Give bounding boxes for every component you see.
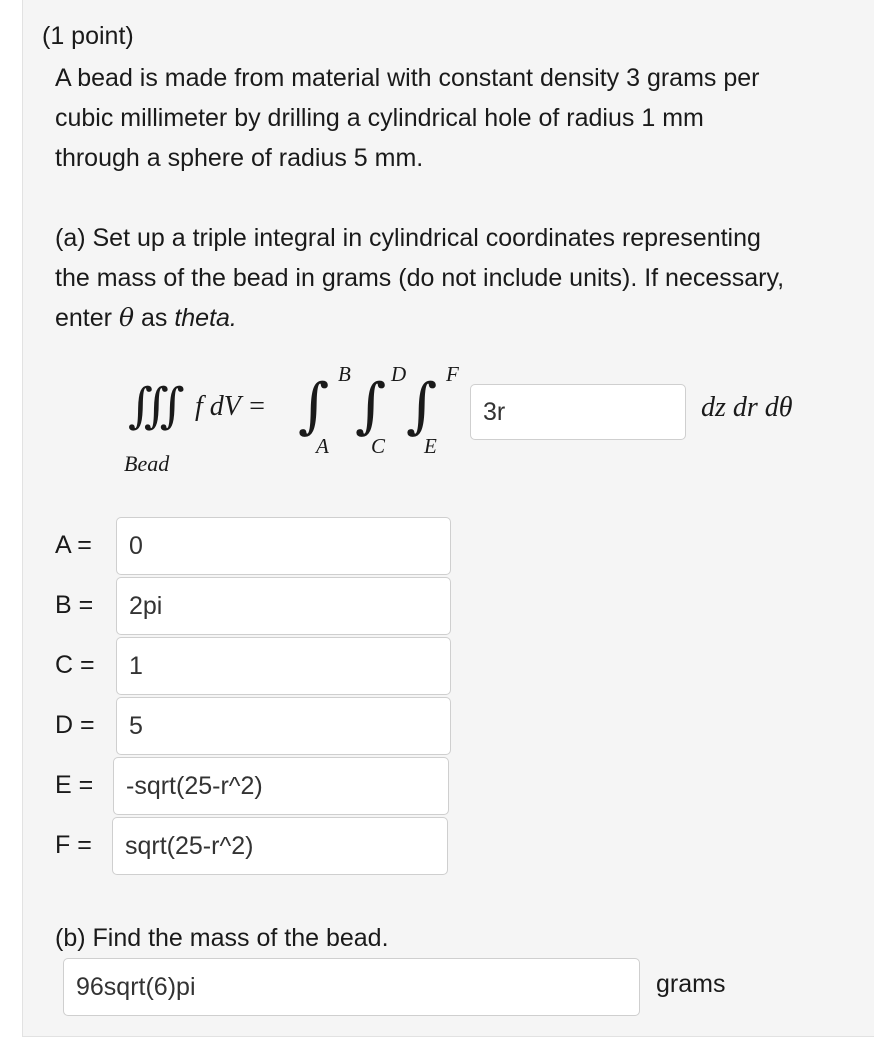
problem-line: A bead is made from material with constant density 3 grams per — [55, 64, 760, 92]
point-value: (1 point) — [42, 22, 134, 50]
field-label-B: B = — [55, 591, 94, 619]
part-b-prompt: (b) Find the mass of the bead. — [55, 924, 389, 952]
integrand-input[interactable] — [470, 384, 686, 440]
part-a-line: the mass of the bead in grams (do not include units). If necessary, — [55, 264, 785, 292]
mass-answer-input[interactable] — [63, 958, 640, 1016]
bound-E-input[interactable] — [113, 757, 449, 815]
theta-keyword: theta. — [174, 304, 237, 332]
mass-answer-value: 96sqrt(6)pi — [76, 972, 196, 1001]
bound-D-label: D — [391, 362, 407, 386]
part-a-instructions — [55, 218, 784, 338]
mass-unit-label: grams — [656, 970, 726, 998]
field-label-D: D = — [55, 711, 95, 739]
bound-B-value: 2pi — [129, 591, 163, 620]
problem-line: through a sphere of radius 5 mm. — [55, 144, 424, 172]
part-a-enter-text: enter — [55, 304, 112, 332]
bound-C-label: C — [371, 434, 386, 458]
theta-symbol: θ — [118, 303, 134, 332]
triple-integral-symbol: ∭ — [128, 378, 185, 434]
bound-F-input[interactable] — [112, 817, 448, 875]
bound-E-label: E — [424, 434, 437, 458]
field-label-A: A = — [55, 531, 92, 559]
differential-label: dz dr dθ — [701, 392, 793, 423]
bound-E-value: -sqrt(25-r^2) — [126, 771, 263, 800]
field-label-C: C = — [55, 651, 95, 679]
bound-C-input[interactable] — [116, 637, 451, 695]
integral-theta-symbol: ∫ — [298, 371, 330, 441]
bound-D-value: 5 — [129, 711, 143, 740]
integrand-input-value: 3r — [483, 397, 506, 426]
bound-A-label: A — [316, 434, 329, 458]
part-a-line — [55, 298, 784, 338]
part-a-line: (a) Set up a triple integral in cylindrical coordinates representing — [55, 224, 761, 252]
part-a-as-text: as — [140, 304, 168, 332]
integral-r-symbol: ∫ — [355, 371, 387, 441]
integral-lhs: f dV = — [195, 391, 267, 422]
bound-C-value: 1 — [129, 651, 143, 680]
integral-region-label: Bead — [124, 451, 170, 476]
bound-B-label: B — [338, 362, 351, 386]
bound-A-value: 0 — [129, 531, 143, 560]
bound-B-input[interactable] — [116, 577, 451, 635]
bound-D-input[interactable] — [116, 697, 451, 755]
field-label-F: F = — [55, 831, 92, 859]
problem-statement — [55, 58, 760, 178]
bound-F-label: F — [446, 362, 459, 386]
integral-z-symbol: ∫ — [406, 371, 438, 441]
bound-F-value: sqrt(25-r^2) — [125, 831, 254, 860]
field-label-E: E = — [55, 771, 94, 799]
bound-A-input[interactable] — [116, 517, 451, 575]
problem-line: cubic millimeter by drilling a cylindrical hole of radius 1 mm — [55, 104, 704, 132]
